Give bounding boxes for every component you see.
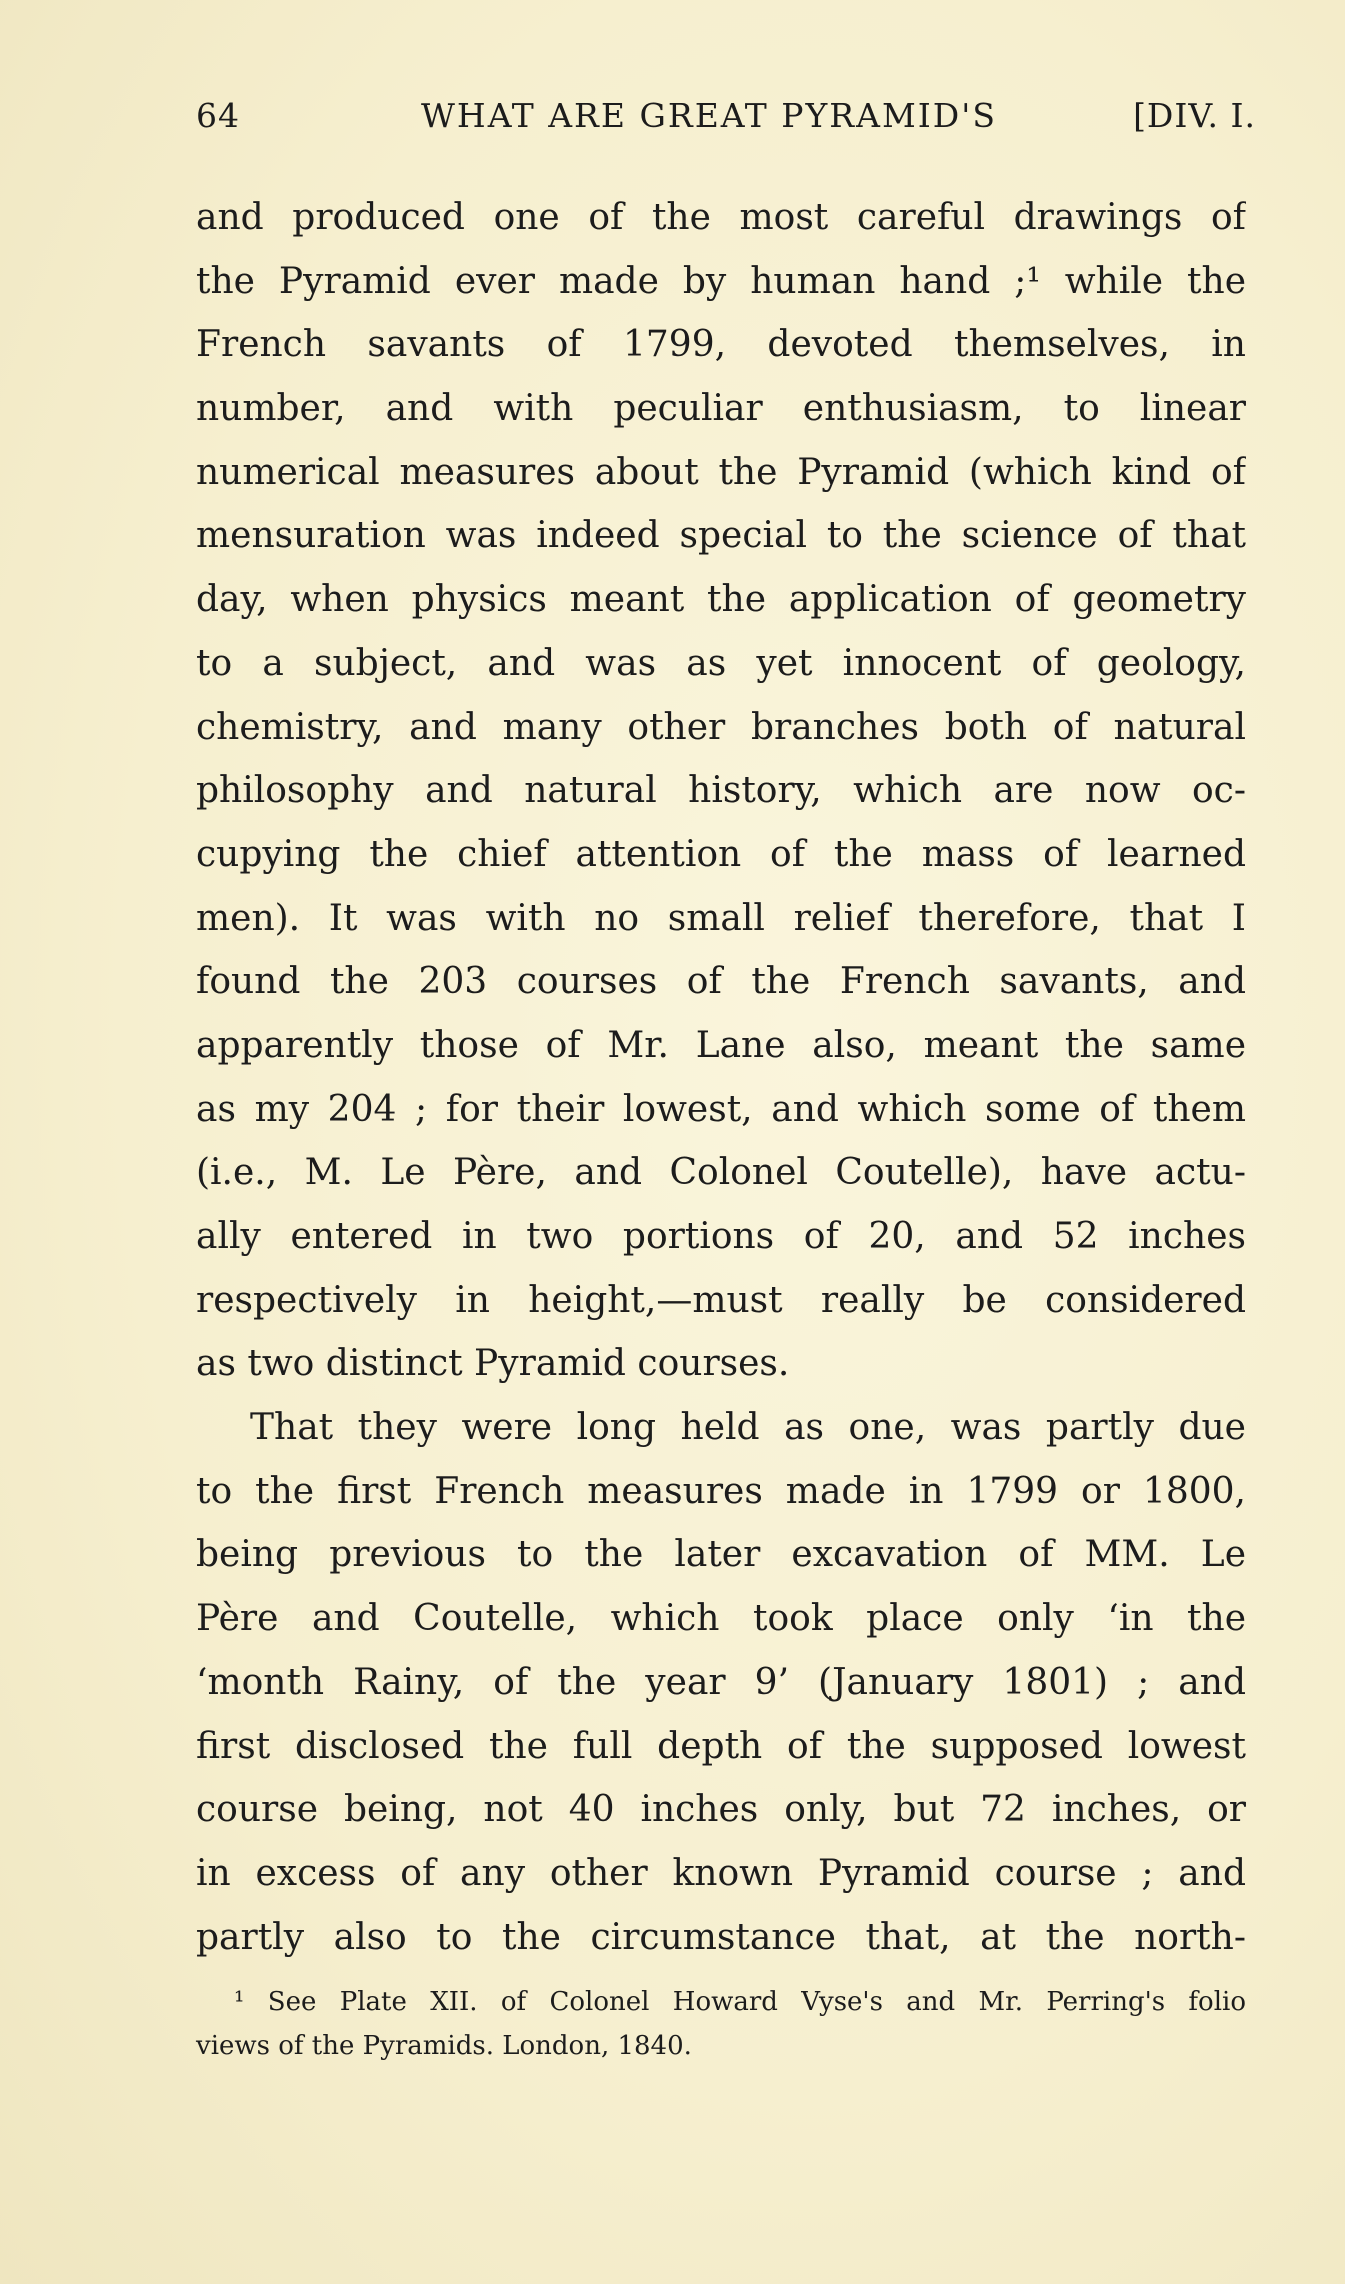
page-number: 64 <box>196 96 240 135</box>
text-line: number, and with peculiar enthusiasm, to linear <box>196 388 1246 430</box>
text-line: (i.e., M. Le Père, and Colonel Coutelle), have actu- <box>196 1152 1246 1194</box>
text-line: numerical measures about the Pyramid (which kind of <box>196 451 1246 493</box>
text-line: to the first French measures made in 1799 or 1800, <box>196 1470 1246 1512</box>
text-line: ‘month Rainy, of the year 9’ (January 1801) ; and <box>196 1661 1246 1703</box>
text-line: Père and Coutelle, which took place only ‘in the <box>196 1598 1246 1640</box>
text-line: That they were long held as one, was partly due <box>250 1407 1246 1449</box>
footnote-line: ¹ See Plate XII. of Colonel Howard Vyse's and Mr. Perring's folio <box>234 1987 1246 2017</box>
text-line: the Pyramid ever made by human hand ;¹ while the <box>196 260 1246 302</box>
text-line: respectively in height,—must really be considered <box>196 1279 1246 1321</box>
running-title: WHAT ARE GREAT PYRAMID'S <box>421 96 997 135</box>
text-line: day, when physics meant the application of geometry <box>196 579 1246 621</box>
text-line: as two distinct Pyramid courses. <box>196 1343 790 1385</box>
text-line: being previous to the later excavation of MM. Le <box>196 1534 1246 1576</box>
text-line: philosophy and natural history, which are now oc- <box>196 770 1246 812</box>
text-line: in excess of any other known Pyramid course ; and <box>196 1852 1246 1894</box>
text-line: mensuration was indeed special to the science of that <box>196 515 1246 557</box>
paragraph-2 <box>196 1396 1246 1969</box>
text-line: French savants of 1799, devoted themselves, in <box>196 324 1246 366</box>
footnote-line: views of the Pyramids. London, 1840. <box>196 2031 692 2061</box>
footnotes <box>196 1980 1246 2068</box>
text-line: as my 204 ; for their lowest, and which some of them <box>196 1088 1246 1130</box>
text-line: and produced one of the most careful drawings of <box>196 197 1246 238</box>
text-line: found the 203 courses of the French savants, and <box>196 961 1246 1003</box>
division-marker: [DIV. I. <box>1133 96 1256 135</box>
text-line: to a subject, and was as yet innocent of geology, <box>196 642 1246 684</box>
text-line: partly also to the circumstance that, at the north- <box>196 1916 1246 1958</box>
text-line: course being, not 40 inches only, but 72 inches, or <box>196 1789 1246 1831</box>
paragraph-1 <box>196 186 1246 1396</box>
text-line: ally entered in two portions of 20, and 52 inches <box>196 1216 1246 1257</box>
text-line: first disclosed the full depth of the supposed lowest <box>196 1725 1246 1767</box>
text-line: cupying the chief attention of the mass of learned <box>196 833 1246 875</box>
body-text <box>196 186 1246 1969</box>
text-line: chemistry, and many other branches both of natural <box>196 706 1246 748</box>
text-line: apparently those of Mr. Lane also, meant the same <box>196 1024 1246 1066</box>
running-header <box>196 96 1256 146</box>
text-line: men). It was with no small relief therefore, that I <box>196 897 1246 939</box>
